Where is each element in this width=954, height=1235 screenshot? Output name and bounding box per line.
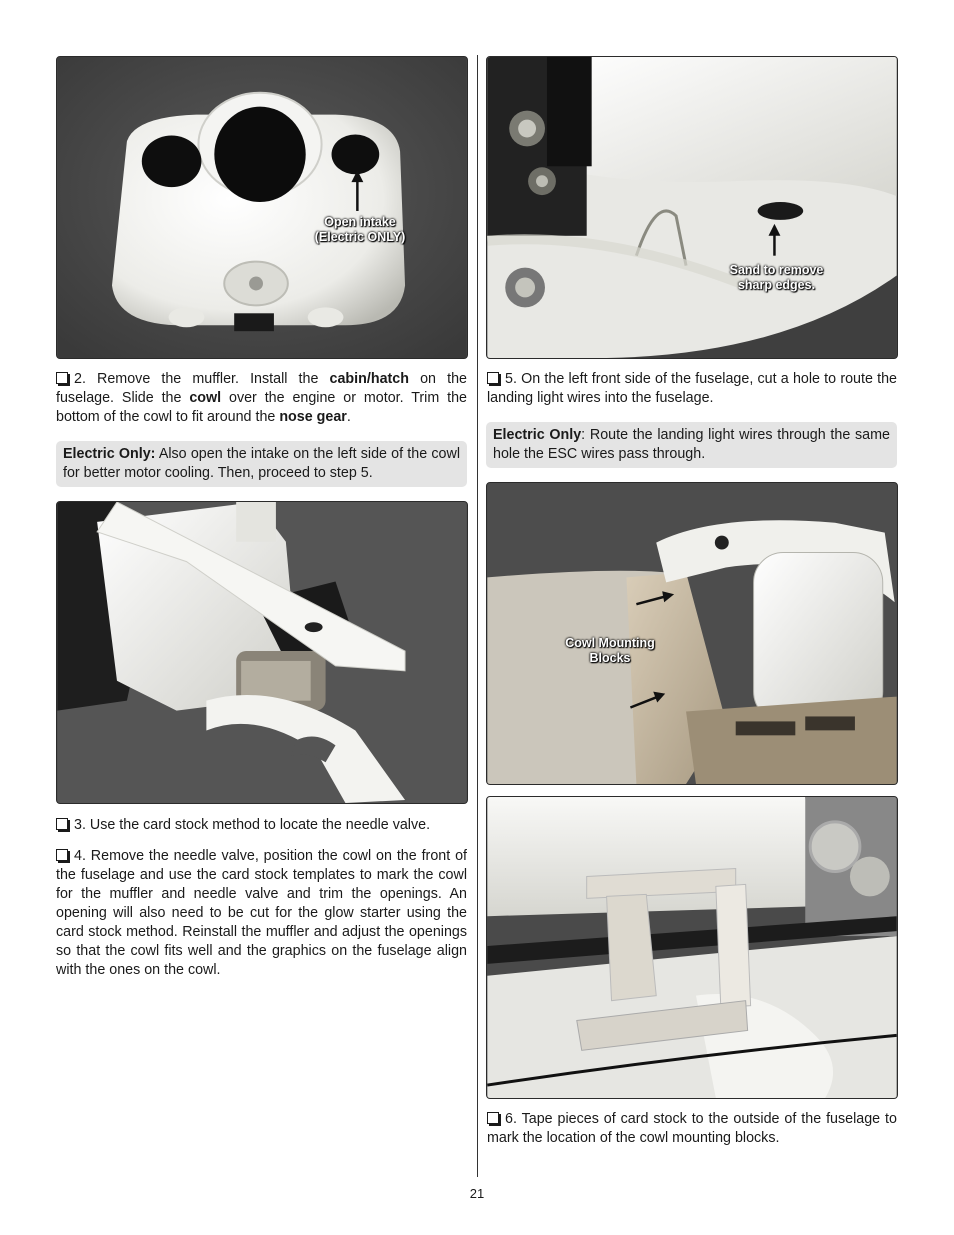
checkbox-icon[interactable] [56, 849, 68, 861]
step-4-text [56, 847, 467, 980]
checkbox-icon[interactable] [487, 372, 499, 384]
cowl-term: cowl [189, 390, 222, 406]
cabin-hatch-term: cabin/hatch [329, 371, 409, 387]
cowl-mounting-blocks-callout [555, 636, 665, 666]
step-2-part-4: . [346, 409, 351, 425]
fuselage-hole-photo [486, 56, 898, 359]
step-3-text [56, 816, 467, 835]
note-text: : Route the landing light wires through the same hole the ESC wires pass through. [493, 427, 890, 462]
nose-gear-term: nose gear [279, 409, 347, 425]
cardstock-engine-illustration [57, 502, 467, 803]
checkbox-icon[interactable] [56, 372, 68, 384]
note-label: Electric Only: [63, 446, 156, 462]
taped-cardstock-illustration [487, 797, 897, 1098]
callout-line-1: Sand to remove [729, 263, 824, 277]
callout-line-1: Cowl Mounting [565, 636, 655, 650]
note-label: Electric Only [493, 427, 582, 443]
cowl-front-photo [56, 56, 468, 359]
cowl-front-illustration [57, 57, 467, 358]
checkbox-icon[interactable] [487, 1112, 499, 1124]
step-6-text [487, 1110, 897, 1148]
callout-line-1: Open intake [324, 215, 396, 229]
taped-cardstock-photo [486, 796, 898, 1099]
step-2-part-1: 2. Remove the muffler. Install the [74, 371, 330, 387]
step-4-body: 4. Remove the needle valve, position the cowl on the front of the fuselage and use the card stock templates to mark the cowl for the muffler and needle valve and trim the openings. An opening will also need to be cut for the glow starter using the card stock method. Reinstall the muffler and adjust the openings so that the cowl fits well and the graphics on the fuselage align with the ones on the cowl. [56, 848, 467, 978]
fuselage-hole-illustration [487, 57, 897, 358]
step-2-text [56, 370, 467, 427]
step-2-part-3: over the engine or motor. Trim the bottom of the cowl to fit around the [56, 390, 468, 425]
step-3-body: 3. Use the card stock method to locate the needle valve. [74, 817, 431, 833]
note-text: Also open the intake on the left side of the cowl for better motor cooling. Then, proceed to step 5. [63, 446, 460, 481]
electric-only-note-left [56, 441, 467, 487]
sand-edges-callout [719, 263, 834, 293]
checkbox-icon[interactable] [56, 818, 68, 830]
callout-line-2: sharp edges. [737, 278, 816, 292]
column-divider [477, 55, 478, 1177]
open-intake-callout [305, 215, 415, 245]
step-6-body: 6. Tape pieces of card stock to the outside of the fuselage to mark the location of the cowl mounting blocks. [487, 1111, 897, 1146]
electric-only-note-right [486, 422, 897, 468]
step-5-text [487, 370, 897, 408]
mounting-blocks-illustration [487, 483, 897, 784]
mounting-blocks-photo [486, 482, 898, 785]
cardstock-engine-photo [56, 501, 468, 804]
step-2-part-2: on the fuselage. Slide the [56, 371, 467, 406]
callout-line-2: (Electric ONLY) [314, 230, 406, 244]
step-5-body: 5. On the left front side of the fuselage, cut a hole to route the landing light wires into the fuselage. [487, 371, 897, 406]
callout-line-2: Blocks [589, 651, 631, 665]
page-number: 21 [469, 1186, 485, 1201]
